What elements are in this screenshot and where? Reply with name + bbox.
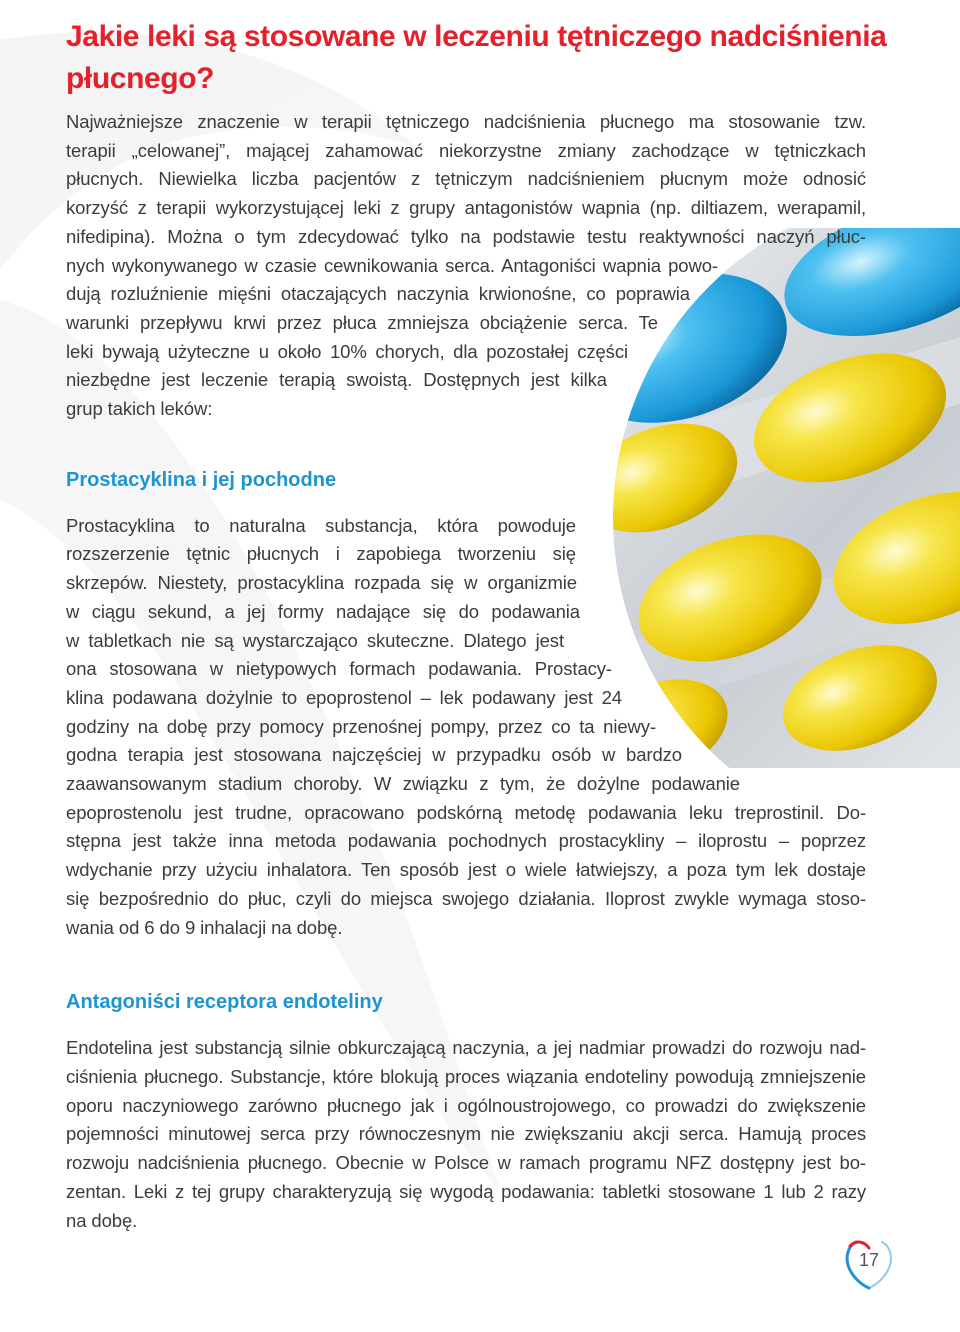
prostacyclin-line: godna terapia jest stosowana najczęściej w przypadku osób w bardzo bbox=[66, 744, 682, 766]
intro-line: Najważniejsze znaczenie w terapii tętniczego nadciśnienia płucnego ma stosowanie tzw. bbox=[66, 111, 866, 132]
endothelin-line: oporu naczyniowego zarówno płucnego jak i ogólnoustrojowego, co prowadzi do zwiększenie bbox=[66, 1094, 866, 1116]
title-line: płucnego? bbox=[66, 62, 215, 95]
endothelin-line: ciśnienia płucnego. Substancje, które blokują proces wiązania endoteliny powodują zmniejszenie bbox=[66, 1065, 866, 1087]
intro-paragraph bbox=[66, 108, 866, 424]
prostacyclin-line: wania od 6 do 9 inhalacji na dobę. bbox=[66, 916, 343, 938]
intro-line: leki bywają użyteczne u około 10% chorych, dla pozostałej części bbox=[66, 340, 628, 362]
prostacyclin-line: rozszerzenie tętnic płucnych i zapobiega tworzeniu się bbox=[66, 543, 576, 565]
prostacyclin-line: ona stosowana w nietypowych formach podawania. Prostacy- bbox=[66, 658, 612, 680]
section-heading-prostacyclin: Prostacyklina i jej pochodne bbox=[66, 468, 337, 491]
intro-line: terapii „celowanej”, mającej zahamować niekorzystne zmiany zachodzące w tętniczkach bbox=[66, 139, 866, 161]
intro-line: warunki przepływu krwi przez płuca zmniejsza obciążenie serca. Te bbox=[66, 311, 658, 333]
prostacyclin-line: skrzepów. Niestety, prostacyklina rozpada się w organizmie bbox=[66, 572, 577, 594]
prostacyclin-paragraph bbox=[66, 512, 866, 943]
prostacyclin-line: klina podawana dożylnie to epoprostenol – lek podawany jest 24 bbox=[66, 686, 622, 708]
intro-line: płucnych. Niewielka liczba pacjentów z tętniczym nadciśnieniem płucnym może odnosić bbox=[66, 168, 866, 190]
prostacyclin-line: wdychanie przy użyciu inhalatora. Ten sposób jest o wiele łatwiejszy, a poza tym lek dostaje bbox=[66, 859, 866, 881]
page-content bbox=[66, 16, 887, 1235]
endothelin-line: na dobę. bbox=[66, 1209, 138, 1231]
page-number: 17 bbox=[858, 1250, 880, 1270]
endothelin-line: pojemności minutowej serca przy równoczesnym nie zwiększaniu akcji serca. Hamują proces bbox=[66, 1123, 866, 1145]
prostacyclin-line: zaawansowanym stadium choroby. W związku z tym, że dożylne podawanie bbox=[66, 773, 740, 795]
page-number-badge bbox=[842, 1236, 896, 1290]
prostacyclin-line: się bezpośrednio do płuc, czyli do miejsca swojego działania. Iloprost zwykle wymaga stoso- bbox=[66, 887, 866, 909]
endothelin-line: Endotelina jest substancją silnie obkurczającą naczynia, a jej nadmiar prowadzi do rozwoju nad- bbox=[66, 1037, 866, 1059]
prostacyclin-line: Prostacyklina to naturalna substancja, która powoduje bbox=[66, 514, 576, 536]
page-title bbox=[66, 16, 887, 100]
title-line: Jakie leki są stosowane w leczeniu tętniczego nadciśnienia bbox=[66, 20, 887, 53]
intro-line: dują rozluźnienie mięśni otaczających naczynia krwionośne, co poprawia bbox=[66, 283, 690, 305]
intro-line: niezbędne jest leczenie terapią swoistą. Dostępnych jest kilka bbox=[66, 369, 607, 391]
prostacyclin-line: stępna jest także inna metoda podawania pochodnych prostacykliny – iloprostu – poprzez bbox=[66, 830, 866, 852]
endothelin-line: rozwoju nadciśnienia płucnego. Obecnie w Polsce w ramach programu NFZ dostępny jest bo- bbox=[66, 1152, 866, 1174]
endothelin-line: zentan. Leki z tej grupy charakteryzują się wygodą podawania: tabletki stosowane 1 lub 2 razy bbox=[66, 1180, 866, 1202]
prostacyclin-line: w ciągu sekund, a jej formy nadające się do podawania bbox=[66, 600, 580, 622]
intro-line: korzyść z terapii wykorzystującej leki z grupy antagonistów wapnia (np. diltiazem, werapamil, bbox=[66, 197, 866, 219]
intro-line: grup takich leków: bbox=[66, 398, 213, 420]
section-heading-endothelin: Antagoniści receptora endoteliny bbox=[66, 991, 383, 1014]
prostacyclin-line: w tabletkach nie są wystarczająco skuteczne. Dlatego jest bbox=[66, 629, 564, 651]
prostacyclin-line: epoprostenolu jest trudne, opracowano podskórną metodę podawania leku treprostinil. Do- bbox=[66, 801, 866, 823]
endothelin-paragraph bbox=[66, 1034, 866, 1235]
prostacyclin-line: godziny na dobę przy pomocy przenośnej pompy, przez co ta niewy- bbox=[66, 715, 656, 737]
intro-line: nifedipina). Można o tym zdecydować tylko na podstawie testu reaktywności naczyń płuc- bbox=[66, 225, 866, 247]
intro-line: nych wykonywanego w czasie cewnikowania serca. Antagoniści wapnia powo- bbox=[66, 254, 718, 276]
